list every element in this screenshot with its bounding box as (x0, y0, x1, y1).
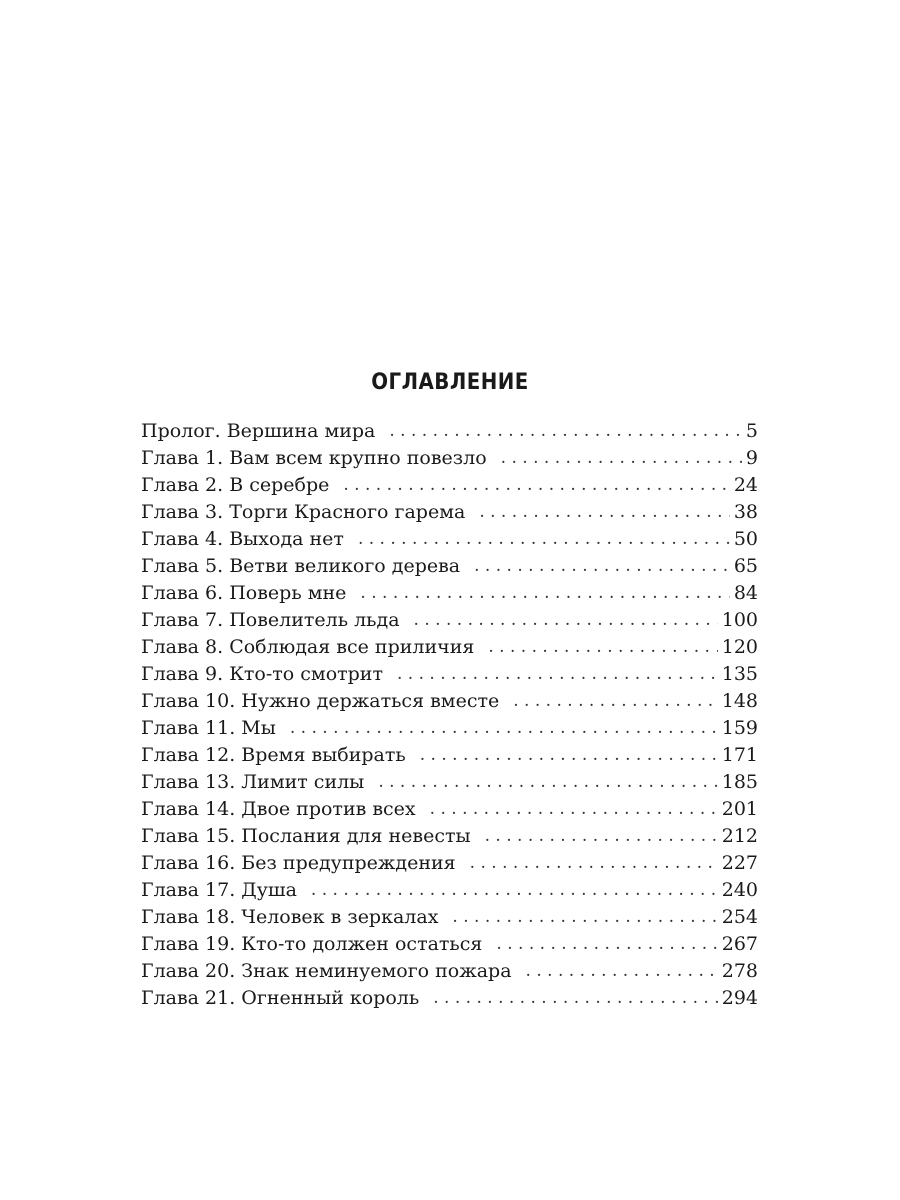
toc-entry-label: Глава 18. Человек в зеркалах (141, 906, 439, 928)
toc-entry-page: 212 (721, 825, 758, 847)
toc-entry (141, 447, 758, 474)
toc-entry-label: Глава 16. Без предупреждения (141, 852, 456, 874)
dot-leader (311, 880, 718, 900)
toc-entry-label: Глава 10. Нужно держаться вместе (141, 690, 500, 712)
toc-entry-label: Глава 1. Вам всем крупно повезло (141, 447, 487, 469)
toc-entry (141, 501, 758, 528)
dot-leader (496, 934, 717, 954)
toc-entry (141, 987, 758, 1014)
dot-leader (474, 556, 730, 576)
toc-entry (141, 582, 758, 609)
toc-entry-page: 65 (733, 555, 758, 577)
dot-leader (501, 448, 742, 468)
toc-entry-page: 294 (721, 987, 758, 1009)
toc-entry-label: Глава 6. Поверь мне (141, 582, 347, 604)
dot-leader (420, 745, 718, 765)
toc-title: ОГЛАВЛЕНИЕ (371, 370, 529, 395)
toc-entry-page: 227 (721, 852, 758, 874)
toc-entry (141, 744, 758, 771)
toc-entry (141, 609, 758, 636)
toc-entry (141, 555, 758, 582)
dot-leader (397, 664, 718, 684)
toc-entry-label: Глава 17. Душа (141, 879, 297, 901)
toc-entry (141, 933, 758, 960)
toc-entry-label: Глава 5. Ветви великого дерева (141, 555, 461, 577)
toc-entry-label: Глава 15. Послания для невесты (141, 825, 471, 847)
toc-entry-page: 185 (721, 771, 758, 793)
toc-entry (141, 960, 758, 987)
toc-entry-label: Глава 12. Время выбирать (141, 744, 406, 766)
toc-entry-page: 9 (745, 447, 758, 469)
toc-entry-page: 278 (721, 960, 758, 982)
toc-entry (141, 906, 758, 933)
dot-leader (343, 475, 729, 495)
toc-entry (141, 474, 758, 501)
toc-entry-label: Глава 20. Знак неминуемого пожара (141, 960, 512, 982)
toc-entry-page: 267 (721, 933, 758, 955)
toc-entry-page: 148 (721, 690, 758, 712)
toc-entry-page: 120 (721, 636, 758, 658)
dot-leader (290, 718, 718, 738)
toc-entry-label: Глава 2. В серебре (141, 474, 330, 496)
toc-entry-page: 159 (721, 717, 758, 739)
toc-entry (141, 528, 758, 555)
toc-entry-label: Глава 7. Повелитель льда (141, 609, 400, 631)
toc-entry-page: 254 (721, 906, 758, 928)
dot-leader (479, 502, 730, 522)
toc-entry-page: 135 (721, 663, 758, 685)
toc-entry-page: 240 (721, 879, 758, 901)
dot-leader (414, 610, 718, 630)
toc-entry (141, 717, 758, 744)
dot-leader (488, 637, 717, 657)
dot-leader (360, 583, 729, 603)
toc-entry-label: Глава 3. Торги Красного гарема (141, 501, 466, 523)
toc-entry (141, 825, 758, 852)
toc-list (141, 420, 758, 1014)
dot-leader (513, 691, 718, 711)
dot-leader (389, 421, 742, 441)
dot-leader (452, 907, 717, 927)
dot-leader (430, 799, 718, 819)
toc-entry-label: Пролог. Вершина мира (141, 420, 376, 442)
toc-entry (141, 771, 758, 798)
dot-leader (526, 961, 718, 981)
toc-entry (141, 690, 758, 717)
toc-entry (141, 420, 758, 447)
toc-entry (141, 879, 758, 906)
toc-entry-page: 38 (733, 501, 758, 523)
toc-entry-page: 24 (733, 474, 758, 496)
toc-entry (141, 852, 758, 879)
toc-entry-page: 5 (745, 420, 758, 442)
dot-leader (378, 772, 717, 792)
dot-leader (470, 853, 718, 873)
dot-leader (485, 826, 718, 846)
toc-entry-label: Глава 4. Выхода нет (141, 528, 344, 550)
toc-entry (141, 636, 758, 663)
toc-entry (141, 798, 758, 825)
toc-entry-label: Глава 8. Соблюдая все приличия (141, 636, 475, 658)
toc-entry-label: Глава 19. Кто-то должен остаться (141, 933, 483, 955)
toc-entry (141, 663, 758, 690)
dot-leader (433, 988, 718, 1008)
dot-leader (358, 529, 730, 549)
toc-entry-page: 84 (733, 582, 758, 604)
toc-entry-label: Глава 14. Двое против всех (141, 798, 416, 820)
toc-entry-page: 50 (733, 528, 758, 550)
toc-entry-page: 201 (721, 798, 758, 820)
toc-entry-label: Глава 9. Кто-то смотрит (141, 663, 383, 685)
toc-entry-label: Глава 11. Мы (141, 717, 276, 739)
toc-entry-label: Глава 21. Огненный король (141, 987, 420, 1009)
toc-entry-label: Глава 13. Лимит силы (141, 771, 365, 793)
toc-entry-page: 171 (721, 744, 758, 766)
toc-entry-page: 100 (721, 609, 758, 631)
